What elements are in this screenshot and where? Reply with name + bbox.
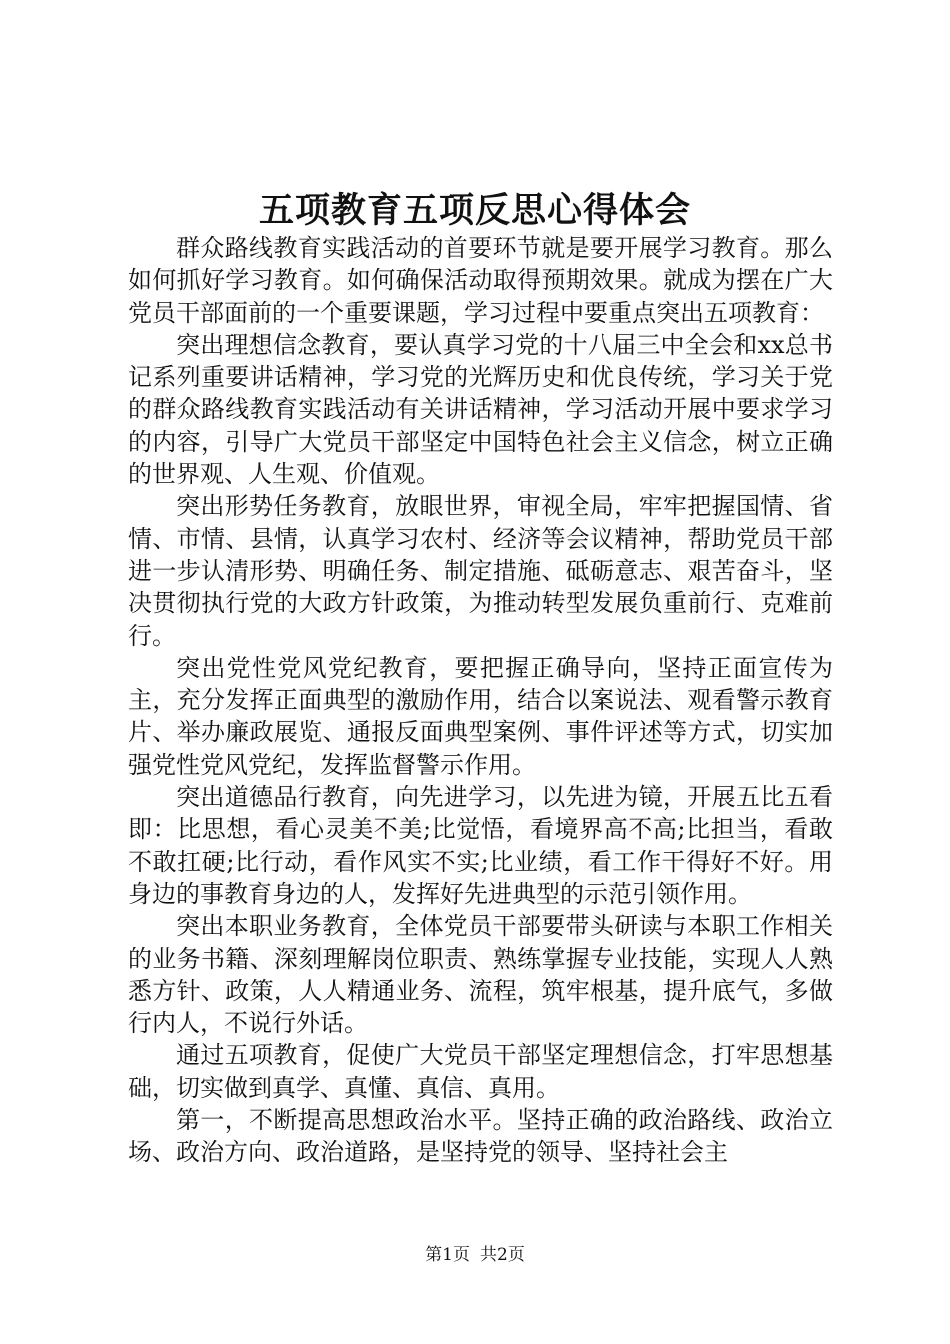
paragraph-party-discipline-education: 突出党性党风党纪教育，要把握正确导向，坚持正面宣传为主，充分发挥正面典型的激励作用，结合以案说法、观看警示教育片、举办廉政展览、通报反面典型案例、事件评述等方式，切实加强党性党风党纪，发挥监督警示作用。 <box>128 653 833 779</box>
paragraph-morality-education: 突出道德品行教育，向先进学习，以先进为镜，开展五比五看即：比思想，看心灵美不美;比觉悟，看境界高不高;比担当，看敢不敢扛硬;比行动，看作风实不实;比业绩，看工作干得好不好。用身边的事教育身边的人，发挥好先进典型的示范引领作用。 <box>128 783 833 908</box>
page-number-current: 第1页 <box>425 1245 470 1265</box>
paragraph-first-point: 第一，不断提高思想政治水平。坚持正确的政治路线、政治立场、政治方向、政治道路，是坚持党的领导、坚持社会主 <box>128 1106 833 1167</box>
page-number-total: 共2页 <box>480 1245 525 1265</box>
document-body <box>128 232 833 1169</box>
paragraph-situation-education: 突出形势任务教育，放眼世界，审视全局，牢牢把握国情、省情、市情、县情，认真学习农村、经济等会议精神，帮助党员干部进一步认清形势、明确任务、制定措施、砥砺意志、艰苦奋斗，坚决贯彻执行党的大政方针政策，为推动转型发展负重前行、克难前行。 <box>128 492 833 650</box>
paragraph-intro: 群众路线教育实践活动的首要环节就是要开展学习教育。那么如何抓好学习教育。如何确保活动取得预期效果。就成为摆在广大党员干部面前的一个重要课题，学习过程中要重点突出五项教育： <box>128 234 833 327</box>
page-footer <box>0 1243 950 1267</box>
document-title: 五项教育五项反思心得体会 <box>258 190 691 231</box>
paragraph-professional-education: 突出本职业务教育，全体党员干部要带头研读与本职工作相关的业务书籍、深刻理解岗位职责、熟练掌握专业技能，实现人人熟悉方针、政策，人人精通业务、流程，筑牢根基，提升底气，多做行内人，不说行外话。 <box>128 912 833 1038</box>
paragraph-summary: 通过五项教育，促使广大党员干部坚定理想信念，打牢思想基础，切实做到真学、真懂、真信、真用。 <box>128 1041 833 1102</box>
paragraph-ideals-education: 突出理想信念教育，要认真学习党的十八届三中全会和xx总书记系列重要讲话精神，学习党的光辉历史和优良传统，学习关于党的群众路线教育实践活动有关讲话精神，学习活动开展中要求学习的内容，引导广大党员干部坚定中国特色社会主义信念，树立正确的世界观、人生观、价值观。 <box>128 330 833 489</box>
